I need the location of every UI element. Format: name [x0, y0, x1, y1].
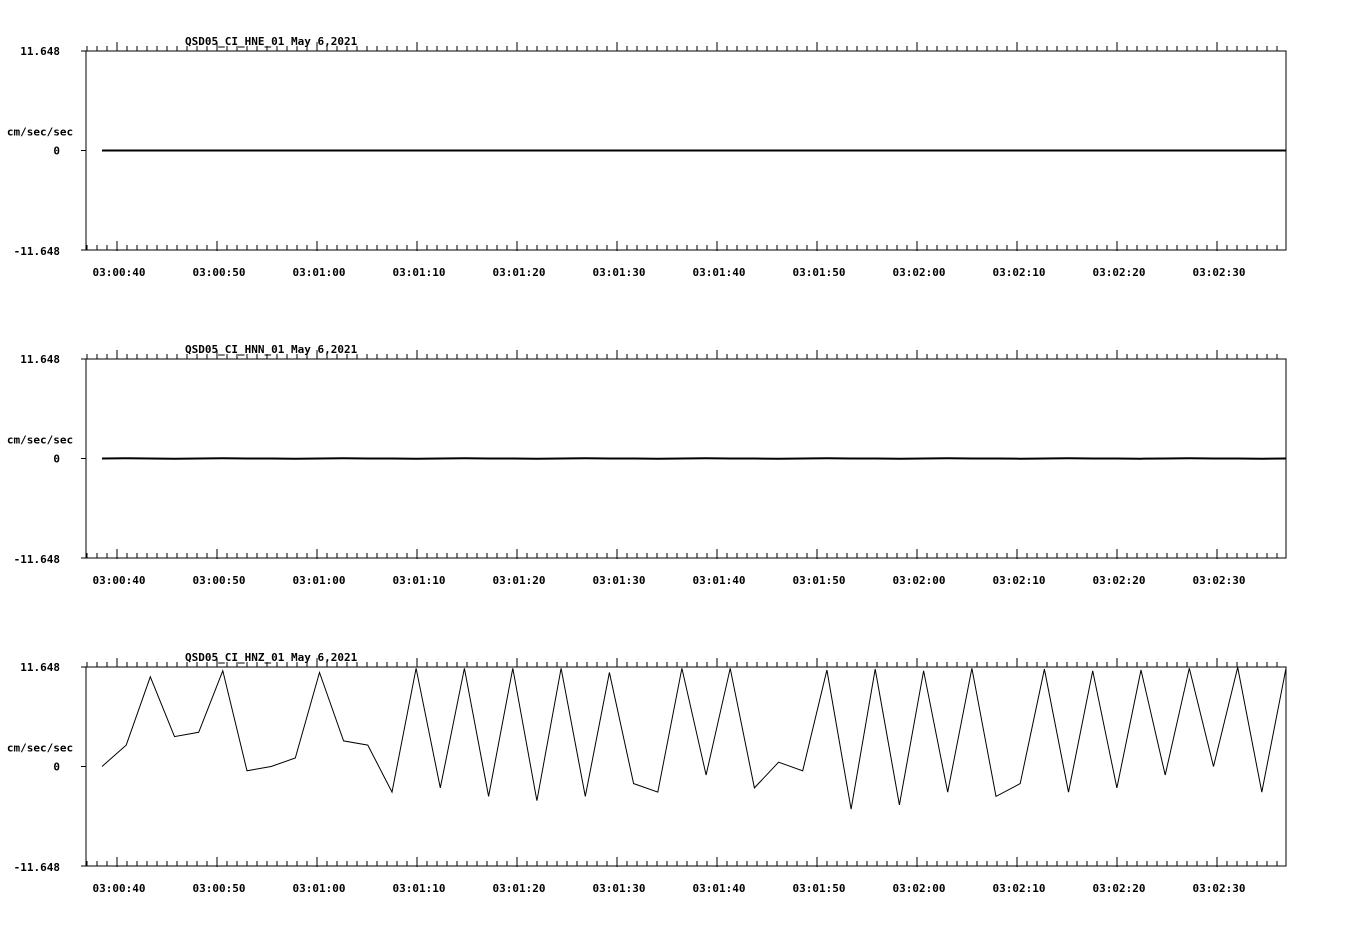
x-tick-label: 03:01:40 [693, 882, 746, 895]
x-tick-label: 03:00:40 [93, 882, 146, 895]
y-tick-label-min: -11.648 [14, 861, 60, 874]
y-tick-label-zero: 0 [53, 761, 60, 774]
x-tick-label: 03:02:30 [1193, 882, 1246, 895]
x-tick-label: 03:02:20 [1093, 882, 1146, 895]
x-tick-label: 03:01:30 [593, 882, 646, 895]
x-tick-label: 03:01:10 [393, 266, 446, 279]
y-tick-label-max: 11.648 [20, 353, 60, 366]
minor-ticks [87, 354, 1277, 558]
chart-title: QSD05_CI_HNE_01 May 6,2021 [185, 35, 358, 48]
x-tick-label: 03:02:00 [893, 882, 946, 895]
x-tick-label: 03:02:10 [993, 882, 1046, 895]
plot-frame [86, 667, 1286, 866]
chart-title: QSD05_CI_HNN_01 May 6,2021 [185, 343, 358, 356]
y-tick-label-max: 11.648 [20, 661, 60, 674]
x-tick-label: 03:01:10 [393, 574, 446, 587]
y-tick-label-zero: 0 [53, 145, 60, 158]
x-tick-label: 03:02:00 [893, 574, 946, 587]
x-tick-label: 03:00:50 [193, 266, 246, 279]
y-axis-label: cm/sec/sec [7, 126, 73, 139]
x-tick-label: 03:01:00 [293, 574, 346, 587]
x-tick-label: 03:01:00 [293, 882, 346, 895]
x-tick-label: 03:01:20 [493, 266, 546, 279]
x-tick-label: 03:01:30 [593, 266, 646, 279]
x-tick-label: 03:00:40 [93, 266, 146, 279]
x-tick-label: 03:02:30 [1193, 574, 1246, 587]
x-tick-label: 03:01:20 [493, 574, 546, 587]
series-line [102, 667, 1286, 809]
x-tick-label: 03:02:30 [1193, 266, 1246, 279]
x-tick-label: 03:02:20 [1093, 574, 1146, 587]
x-tick-label: 03:00:50 [193, 574, 246, 587]
x-tick-label: 03:00:40 [93, 574, 146, 587]
x-tick-label: 03:01:50 [793, 266, 846, 279]
x-tick-label: 03:01:10 [393, 882, 446, 895]
x-tick-label: 03:01:40 [693, 574, 746, 587]
x-tick-label: 03:01:50 [793, 882, 846, 895]
x-tick-label: 03:02:20 [1093, 266, 1146, 279]
x-tick-label: 03:01:00 [293, 266, 346, 279]
x-tick-label: 03:02:10 [993, 266, 1046, 279]
y-tick-label-max: 11.648 [20, 45, 60, 58]
y-axis-label: cm/sec/sec [7, 434, 73, 447]
y-tick-label-min: -11.648 [14, 245, 60, 258]
x-tick-label: 03:01:50 [793, 574, 846, 587]
y-tick-label-zero: 0 [53, 453, 60, 466]
x-tick-label: 03:01:20 [493, 882, 546, 895]
minor-ticks [87, 46, 1277, 250]
x-tick-label: 03:00:50 [193, 882, 246, 895]
y-axis-label: cm/sec/sec [7, 742, 73, 755]
y-tick-label-min: -11.648 [14, 553, 60, 566]
x-tick-label: 03:01:40 [693, 266, 746, 279]
chart-title: QSD05_CI_HNZ_01 May 6,2021 [185, 651, 358, 664]
x-tick-label: 03:02:10 [993, 574, 1046, 587]
x-tick-label: 03:02:00 [893, 266, 946, 279]
minor-ticks [87, 662, 1277, 866]
x-tick-label: 03:01:30 [593, 574, 646, 587]
